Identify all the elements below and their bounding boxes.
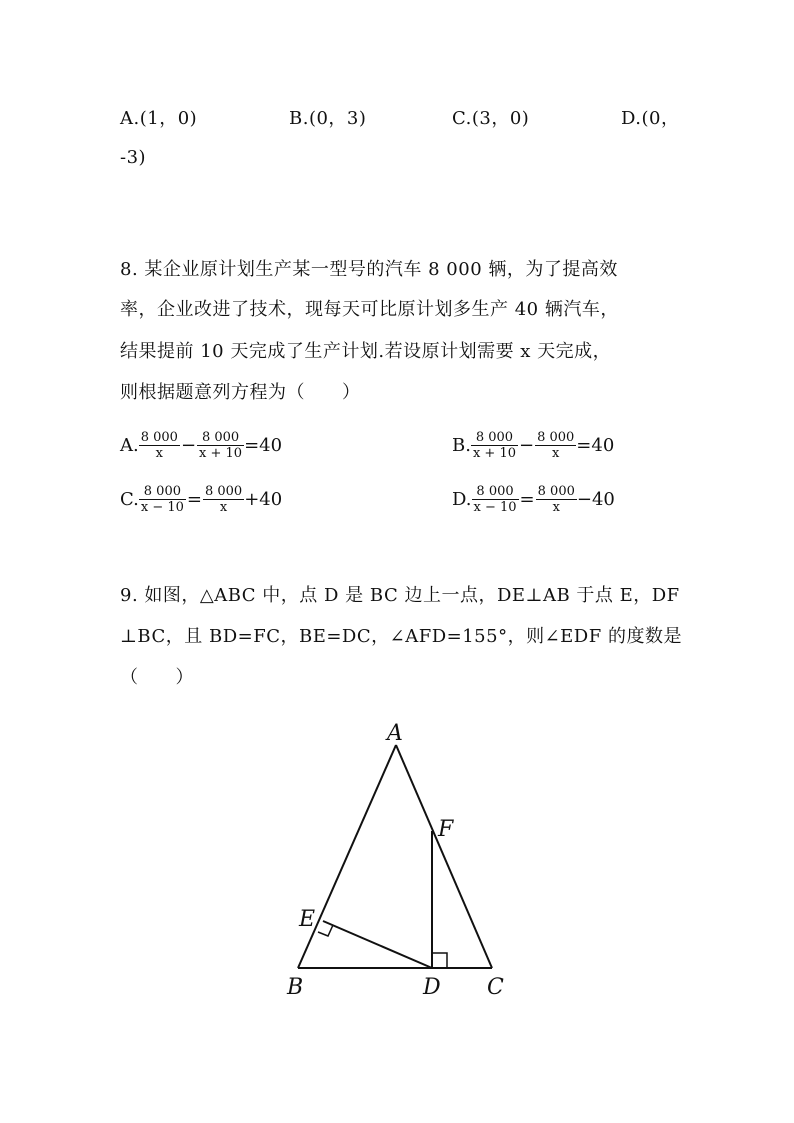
q8-option-a-label: A. (120, 434, 139, 456)
q8-line-2: 率，企业改进了技术，现每天可比原计划多生产 40 辆汽车， (120, 299, 619, 320)
vertex-label-b: B (287, 975, 304, 1000)
equation-tail: −40 (576, 488, 615, 510)
fraction-denominator: x (219, 500, 228, 515)
q7-option-b-label: B. (289, 108, 309, 129)
q8-line-4: 则根据题意列方程为（ ） (120, 382, 361, 403)
q7-option-a-label: A. (120, 108, 140, 129)
q7-option-d-label: D. (621, 108, 642, 129)
q8-option-d-label: D. (452, 488, 472, 510)
q9-line-3: （ ） (120, 667, 194, 688)
equation-tail: +40 (244, 488, 283, 510)
vertex-label-e: E (299, 907, 316, 932)
segment-ab (298, 745, 396, 968)
fraction-numerator: 8 000 (537, 484, 575, 499)
fraction-denominator: x (552, 446, 560, 461)
equation-tail: =40 (576, 434, 615, 456)
operator: − (518, 434, 535, 456)
q8-line-1: 8. 某企业原计划生产某一型号的汽车 8 000 辆，为了提高效 (120, 259, 618, 280)
segment-ac (396, 745, 492, 968)
equation-tail: =40 (244, 434, 283, 456)
fraction-numerator: 8 000 (471, 430, 518, 446)
right-angle-mark-d (432, 953, 447, 968)
q9-line-2: ⊥BC，且 BD=FC，BE=DC，∠AFD=155°，则∠EDF 的度数是 (120, 626, 682, 647)
q7-option-d-text: (0， (641, 108, 680, 129)
right-angle-mark-e (318, 925, 333, 936)
fraction-numerator: 8 000 (197, 430, 244, 446)
q9-line-1: 9. 如图，△ABC 中，点 D 是 BC 边上一点，DE⊥AB 于点 E，DF (120, 585, 680, 606)
fraction-denominator: x − 10 (140, 500, 184, 515)
fraction-denominator: x + 10 (472, 446, 516, 461)
q7-option-a-text: (1，0) (139, 108, 198, 129)
q7-option-c-text: (3，0) (471, 108, 530, 129)
fraction-denominator: x (552, 500, 560, 515)
fraction-numerator: 8 000 (204, 484, 243, 499)
fraction-denominator: x + 10 (199, 446, 243, 461)
fraction-numerator: 8 000 (139, 484, 186, 500)
q8-option-b-label: B. (452, 434, 471, 456)
q7-option-b-text: (0，3) (308, 108, 367, 129)
q7-option-c-label: C. (452, 108, 472, 129)
q8-option-c-label: C. (120, 488, 139, 510)
operator: − (180, 434, 197, 456)
vertex-label-f: F (438, 817, 454, 842)
q7-option-d-wrap: -3) (120, 147, 147, 168)
fraction-numerator: 8 000 (472, 484, 519, 500)
fraction-numerator: 8 000 (537, 430, 575, 445)
vertex-label-a: A (387, 721, 403, 746)
segment-de (323, 921, 432, 968)
operator: = (519, 488, 535, 510)
q8-line-3: 结果提前 10 天完成了生产计划.若设原计划需要 x 天完成， (120, 341, 612, 362)
fraction-numerator: 8 000 (140, 430, 178, 445)
operator: = (186, 488, 202, 510)
vertex-label-c: C (487, 975, 504, 1000)
fraction-denominator: x (155, 446, 164, 461)
vertex-label-d: D (423, 975, 441, 1000)
fraction-denominator: x − 10 (473, 500, 517, 515)
